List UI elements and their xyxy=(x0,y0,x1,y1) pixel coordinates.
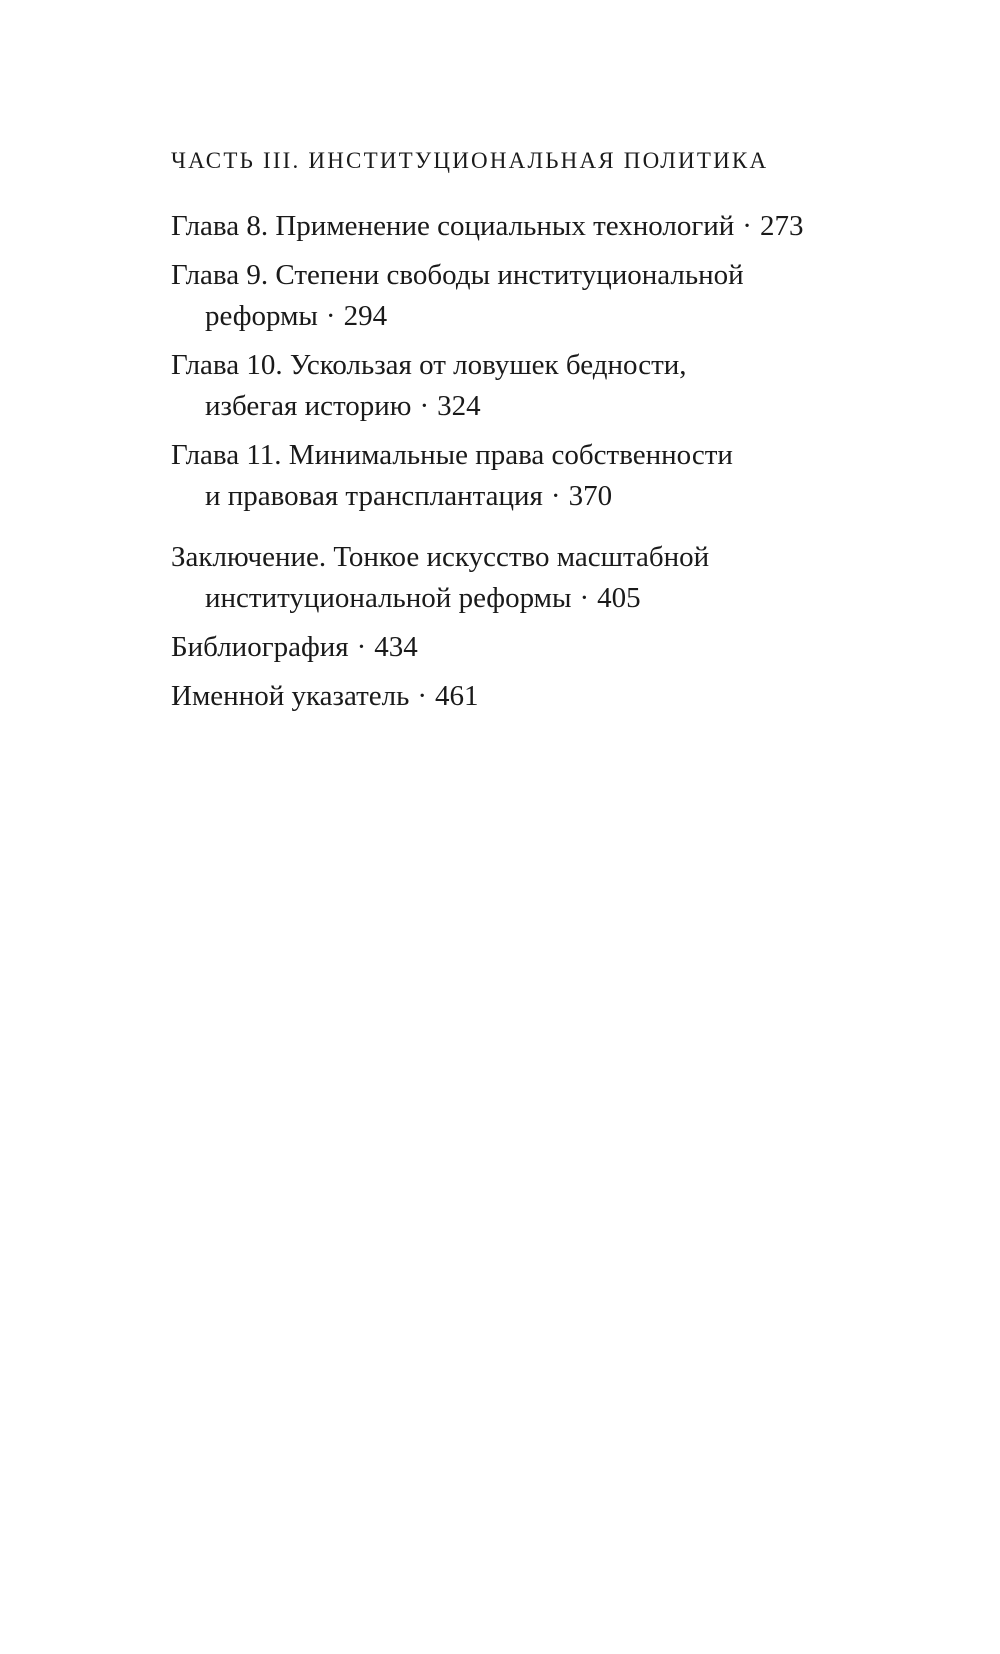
toc-entry-chapter-9[interactable] xyxy=(171,255,931,337)
separator-dot: · xyxy=(742,210,752,242)
separator-dot: · xyxy=(356,631,367,663)
toc-entry-title: Глава 9. Степени свободы институциональной xyxy=(171,259,744,291)
toc-entry-chapter-10[interactable] xyxy=(171,345,931,427)
toc-entry-page: 324 xyxy=(437,390,481,422)
toc-entry-page: 461 xyxy=(435,680,479,712)
toc-entry-line xyxy=(171,578,931,619)
separator-dot: · xyxy=(325,300,336,332)
toc-entry-page: 405 xyxy=(597,582,641,614)
toc-entry-line xyxy=(171,476,931,517)
toc-entry-title-cont: и правовая трансплантация xyxy=(205,480,543,512)
separator-dot: · xyxy=(417,680,427,712)
toc-entry-line xyxy=(171,627,931,668)
toc-entry-title-cont: институциональной реформы xyxy=(205,582,572,614)
toc-entry-page: 294 xyxy=(343,300,388,332)
toc-entry-title: Глава 8. Применение социальных технологий xyxy=(171,210,735,242)
toc-entry-title-cont: реформы xyxy=(205,300,318,332)
toc-entry-title: Библиография xyxy=(171,631,349,663)
toc-entry-title: Глава 10. Ускользая от ловушек бедности, xyxy=(171,349,687,381)
part-heading: ЧАСТЬ III. ИНСТИТУЦИОНАЛЬНАЯ ПОЛИТИКА xyxy=(171,148,769,173)
separator-dot: · xyxy=(419,390,430,422)
separator-dot: · xyxy=(550,480,561,512)
toc-entry-chapter-11[interactable] xyxy=(171,435,931,517)
toc-entry-page: 370 xyxy=(568,480,613,512)
toc-entry-title: Глава 11. Минимальные права собственности xyxy=(171,439,733,471)
toc-entry-page: 273 xyxy=(759,210,804,242)
toc-entry-line xyxy=(171,206,931,247)
toc-entry-bibliography[interactable] xyxy=(171,627,931,668)
toc-entry-conclusion[interactable] xyxy=(171,537,931,619)
toc-entry-title-cont: избегая историю xyxy=(205,390,412,422)
toc-entry-line xyxy=(171,676,931,717)
toc-entry-page: 434 xyxy=(374,631,418,663)
toc-entry-name-index[interactable] xyxy=(171,676,931,717)
toc-entry-line xyxy=(171,296,931,337)
toc-entry-chapter-8[interactable] xyxy=(171,206,931,247)
separator-dot: · xyxy=(579,582,590,614)
toc-entry-title: Именной указатель xyxy=(171,680,410,712)
toc-list xyxy=(171,206,931,725)
toc-entry-title: Заключение. Тонкое искусство масштабной xyxy=(171,541,710,573)
toc-entry-line xyxy=(171,386,931,427)
